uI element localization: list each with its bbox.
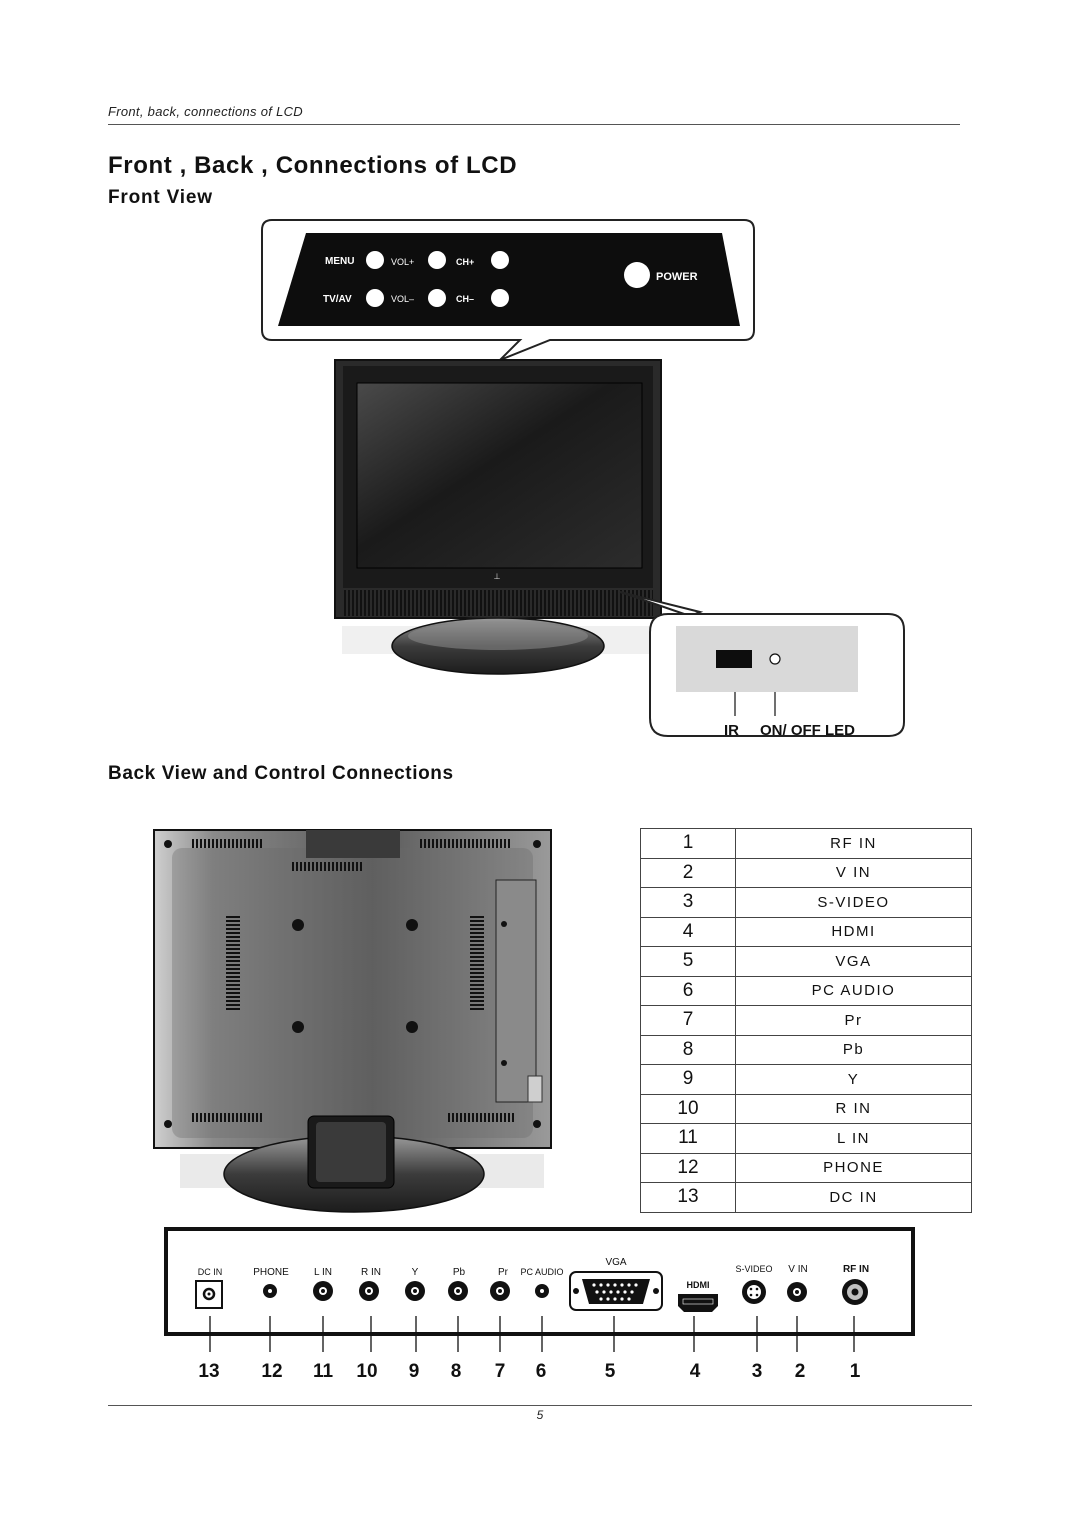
connection-number: 12	[641, 1153, 736, 1183]
tv-av-label: TV/AV	[323, 294, 352, 305]
tv-av-button[interactable]	[366, 289, 384, 307]
connection-number: 1	[641, 829, 736, 859]
callout-number: 2	[794, 1361, 806, 1382]
menu-button[interactable]	[366, 251, 384, 269]
page-title: Front , Back , Connections of LCD	[108, 152, 518, 179]
ch-plus-button[interactable]	[491, 251, 509, 269]
hdmi-port	[678, 1294, 718, 1312]
connection-row	[641, 888, 972, 918]
connection-name: VGA	[736, 947, 972, 977]
menu-label: MENU	[325, 256, 355, 267]
connection-row	[641, 1035, 972, 1065]
callout-number: 3	[751, 1361, 763, 1382]
ir-sensor	[716, 650, 752, 668]
connection-row	[641, 858, 972, 888]
callout-number: 5	[604, 1361, 616, 1382]
s-video-port	[742, 1280, 766, 1304]
connection-name: Y	[736, 1065, 972, 1095]
pc-audio-label: PC AUDIO	[520, 1267, 564, 1277]
connection-number: 10	[641, 1094, 736, 1124]
dc-in-label: DC IN	[197, 1267, 223, 1277]
connector-panel-frame	[166, 1229, 913, 1334]
ch-minus-button[interactable]	[491, 289, 509, 307]
front-panel-callout	[262, 220, 754, 360]
connection-number: 13	[641, 1183, 736, 1213]
connection-number: 5	[641, 947, 736, 977]
front-view-heading: Front View	[108, 187, 213, 208]
callout-number: 4	[689, 1361, 701, 1382]
connection-row	[641, 976, 972, 1006]
vol-plus-label: VOL+	[391, 257, 415, 267]
connection-row	[641, 1124, 972, 1154]
connection-row	[641, 829, 972, 859]
connection-name: Pb	[736, 1035, 972, 1065]
callout-number: 9	[408, 1361, 420, 1382]
vol-minus-label: VOL–	[391, 294, 415, 304]
connection-name: L IN	[736, 1124, 972, 1154]
callout-number: 7	[494, 1361, 506, 1382]
connection-number: 11	[641, 1124, 736, 1154]
connection-row	[641, 1183, 972, 1213]
hdmi-label: HDMI	[686, 1280, 710, 1290]
connection-row	[641, 947, 972, 977]
power-button[interactable]	[624, 262, 650, 288]
back-tv-illustration	[154, 830, 551, 1212]
rf-in-label: RF IN	[842, 1264, 870, 1275]
vol-minus-button[interactable]	[428, 289, 446, 307]
connection-row	[641, 917, 972, 947]
rf-in-port	[842, 1279, 868, 1305]
back-view-heading: Back View and Control Connections	[108, 763, 454, 784]
y-label: Y	[411, 1267, 419, 1278]
connection-name: S-VIDEO	[736, 888, 972, 918]
pb-label: Pb	[452, 1267, 466, 1278]
connection-name: PHONE	[736, 1153, 972, 1183]
connection-name: V IN	[736, 858, 972, 888]
footer-rule	[108, 1405, 972, 1406]
r-in-label: R IN	[361, 1267, 381, 1278]
connection-name: R IN	[736, 1094, 972, 1124]
connection-name: PC AUDIO	[736, 976, 972, 1006]
connection-name: DC IN	[736, 1183, 972, 1213]
brand-logo-mark: ⊥	[493, 572, 501, 581]
connection-number: 3	[641, 888, 736, 918]
callout-number: 13	[198, 1361, 220, 1382]
callout-number: 12	[261, 1361, 283, 1382]
rear-panel-numbers	[0, 1361, 1080, 1385]
ch-plus-label: CH+	[456, 257, 475, 267]
vol-plus-button[interactable]	[428, 251, 446, 269]
callout-number: 8	[450, 1361, 462, 1382]
connection-name: HDMI	[736, 917, 972, 947]
ir-led-callout	[620, 592, 904, 739]
power-led	[770, 654, 780, 664]
callout-number: 6	[535, 1361, 547, 1382]
front-tv-illustration	[335, 360, 661, 674]
page-number: 5	[536, 1408, 544, 1422]
s-video-label: S-VIDEO	[735, 1264, 773, 1274]
connection-number: 9	[641, 1065, 736, 1095]
connection-name: RF IN	[736, 829, 972, 859]
phone-label: PHONE	[253, 1267, 289, 1278]
connection-number: 4	[641, 917, 736, 947]
tv-screen	[357, 383, 642, 568]
connection-row	[641, 1094, 972, 1124]
rear-connector-panel	[166, 1229, 913, 1352]
on-off-led-label: ON/ OFF LED	[760, 722, 855, 739]
connection-number: 7	[641, 1006, 736, 1036]
running-header: Front, back, connections of LCD	[108, 104, 304, 119]
ch-minus-label: CH–	[456, 294, 475, 304]
ir-led-window	[676, 626, 858, 692]
callout-number: 11	[312, 1361, 334, 1382]
speaker-grille	[343, 590, 653, 616]
connection-row	[641, 1065, 972, 1095]
connection-number: 2	[641, 858, 736, 888]
v-in-label: V IN	[788, 1264, 808, 1275]
l-in-label: L IN	[314, 1267, 332, 1278]
power-label: POWER	[656, 271, 698, 283]
connection-number: 6	[641, 976, 736, 1006]
vga-port	[570, 1272, 662, 1310]
connection-number: 8	[641, 1035, 736, 1065]
connection-name: Pr	[736, 1006, 972, 1036]
connection-row	[641, 1153, 972, 1183]
ir-label: IR	[724, 722, 739, 739]
connections-table	[640, 828, 972, 1213]
callout-number: 10	[356, 1361, 378, 1382]
vga-label: VGA	[605, 1257, 627, 1268]
pr-label: Pr	[498, 1267, 508, 1278]
callout-number: 1	[849, 1361, 861, 1382]
connection-row	[641, 1006, 972, 1036]
